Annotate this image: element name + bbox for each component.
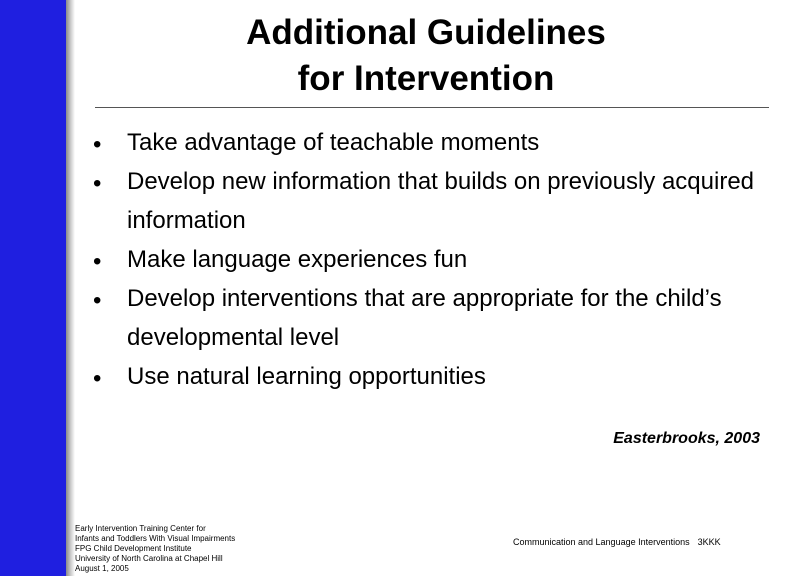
- bullet-text: Take advantage of teachable moments: [127, 129, 540, 156]
- citation: Easterbrooks, 2003: [613, 430, 760, 447]
- footer-org-line-2: Infants and Toddlers With Visual Impairments: [75, 534, 236, 543]
- bullet-icon: •: [93, 365, 102, 392]
- title-divider: [95, 107, 769, 108]
- footer-org-line-3: FPG Child Development Institute: [75, 544, 192, 553]
- footer-organization: [75, 524, 335, 574]
- bullet-item: [91, 240, 781, 279]
- bullet-item: [91, 357, 781, 396]
- footer-course: [513, 537, 721, 547]
- bullet-text: Use natural learning opportunities: [127, 363, 486, 390]
- bullet-item: [91, 123, 781, 162]
- footer-course-title: Communication and Language Interventions: [513, 537, 690, 547]
- bullet-list: [91, 123, 781, 396]
- bullet-text: Develop interventions that are appropriate for the child’s developmental level: [127, 285, 722, 351]
- slide-title-line-1: Additional Guidelines: [246, 13, 606, 52]
- bullet-item: [91, 162, 781, 240]
- bullet-icon: •: [93, 248, 102, 275]
- bullet-icon: •: [93, 170, 102, 197]
- footer-org-line-4: University of North Carolina at Chapel Hill: [75, 554, 223, 563]
- bullet-text: Develop new information that builds on previously acquired information: [127, 168, 755, 234]
- slide-title-line-2: for Intervention: [297, 59, 555, 98]
- bullet-icon: •: [93, 131, 102, 158]
- bullet-item: [91, 279, 781, 357]
- bullet-text: Make language experiences fun: [127, 246, 468, 273]
- bullet-icon: •: [93, 287, 102, 314]
- sidebar-shadow: [66, 0, 75, 576]
- slide-sidebar-band: [0, 0, 66, 576]
- slide-title: [120, 10, 732, 102]
- footer-slide-code: 3KKK: [697, 537, 721, 547]
- footer-org-line-1: Early Intervention Training Center for: [75, 524, 206, 533]
- footer-date: August 1, 2005: [75, 564, 129, 573]
